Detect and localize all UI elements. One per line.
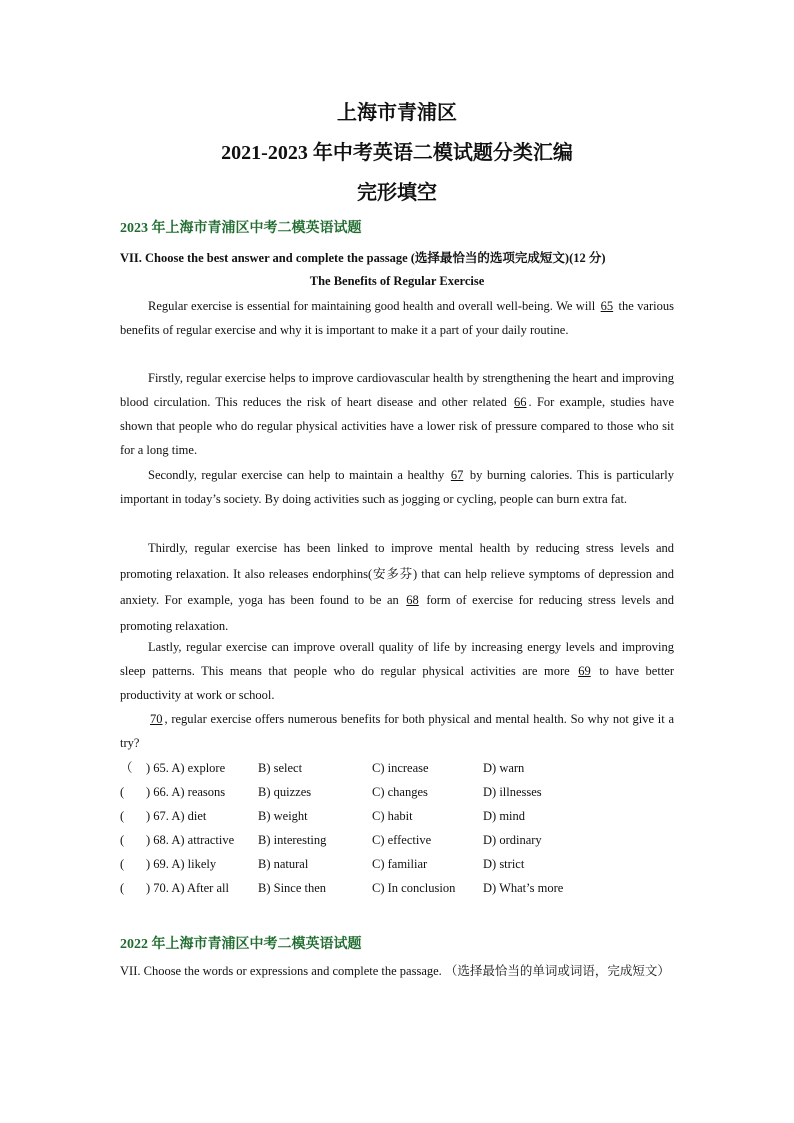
paragraph-text: Firstly, regular exercise helps to improve cardiovascular health by strengthening the heart and improving blood circulation. This reduces the risk of heart disease and other related [120,371,674,409]
question-row-65 [120,756,676,780]
option-c: C) In conclusion [372,881,456,895]
paragraph-text: the various benefits of regular exercise and why it is important to make it a part of your daily routine. [120,299,674,337]
paragraph-text: Thirdly, regular exercise has been linked to improve mental health by reducing stress levels and promoting relaxation. It also releases endorphins(安多芬) that can help relieve symptoms of depression and anxiety. For example, yoga has been found to be an [120,541,674,607]
question-options [120,756,676,900]
paragraph-3 [120,463,674,511]
blank-67: 67 [450,468,464,482]
paragraph-5 [120,635,674,707]
option-c: C) habit [372,809,413,823]
answer-bracket[interactable]: ( [120,785,125,799]
option-b: B) Since then [258,881,327,895]
option-b: B) natural [258,857,309,871]
option-d: D) mind [483,809,526,823]
paragraph-4 [120,535,674,639]
option-d: D) What’s more [483,881,564,895]
passage-title: The Benefits of Regular Exercise [309,274,485,288]
doc-title-topic: 完形填空 [357,182,437,204]
doc-title-district: 上海市青浦区 [337,102,457,124]
blank-66: 66 [514,395,527,409]
option-a: ) 67. A) diet [146,809,207,823]
option-a: ) 69. A) likely [146,857,217,871]
paragraph-text: , regular exercise offers numerous benefits for both physical and mental health. So why not give it a try? [120,712,674,750]
question-row-66 [120,780,676,804]
answer-bracket[interactable]: ( [120,881,125,895]
paragraph-text: Lastly, regular exercise can improve overall quality of life by increasing energy levels and improving sleep patterns. This means that people who do regular physical activities are more [120,640,674,678]
question-row-69 [120,852,676,876]
option-c: C) increase [372,761,429,775]
section-heading-2022: 2022 年上海市青浦区中考二模英语试题 [120,937,362,952]
blank-68: 68 [406,593,419,607]
question-row-67 [120,804,676,828]
paragraph-6 [120,707,674,755]
section-instruction-2023: VII. Choose the best answer and complete the passage (选择最恰当的选项完成短文)(12 分) [120,251,606,265]
option-b: B) interesting [258,833,327,847]
option-d: D) strict [483,857,525,871]
answer-bracket[interactable]: ( [120,833,125,847]
option-c: C) familiar [372,857,428,871]
answer-bracket[interactable]: ( [120,809,125,823]
option-d: D) ordinary [483,833,542,847]
option-a: ) 70. A) After all [146,881,229,895]
paragraph-text: Secondly, regular exercise can help to maintain a healthy [148,468,449,482]
paragraph-2 [120,366,674,462]
doc-title-compilation: 2021-2023 年中考英语二模试题分类汇编 [221,142,573,164]
option-d: D) warn [483,761,525,775]
paragraph-text: form of exercise for reducing stress levels and promoting relaxation. [120,593,674,633]
paragraph-text: to have better productivity at work or school. [120,664,674,702]
answer-bracket[interactable]: ( [120,857,125,871]
section-heading-2023: 2023 年上海市青浦区中考二模英语试题 [120,221,362,236]
option-c: C) effective [372,833,432,847]
answer-bracket[interactable]: （ [120,761,133,775]
option-a: ) 66. A) reasons [146,785,226,799]
option-a: ) 65. A) explore [146,761,226,775]
option-d: D) illnesses [483,785,542,799]
option-b: B) select [258,761,303,775]
blank-69: 69 [578,664,591,678]
paragraph-text: by burning calories. This is particularly important in today’s society. By doing activities such as jogging or cycling, people can burn extra fat. [120,468,674,506]
option-c: C) changes [372,785,428,799]
question-row-70 [120,876,676,900]
blank-65: 65 [600,299,614,313]
option-b: B) quizzes [258,785,312,799]
section-instruction-2022: VII. Choose the words or expressions and complete the passage. （选择最恰当的单词或词语，完成短文） [120,964,670,978]
paragraph-1 [120,294,674,342]
blank-70: 70 [150,712,163,726]
question-row-68 [120,828,676,852]
option-b: B) weight [258,809,308,823]
paragraph-text: . For example, studies have shown that people who do regular physical activities have a lower risk of pressure compared to those who sit for a long time. [120,395,674,457]
option-a: ) 68. A) attractive [146,833,235,847]
paragraph-text: Regular exercise is essential for maintaining good health and overall well-being. We will [148,299,599,313]
